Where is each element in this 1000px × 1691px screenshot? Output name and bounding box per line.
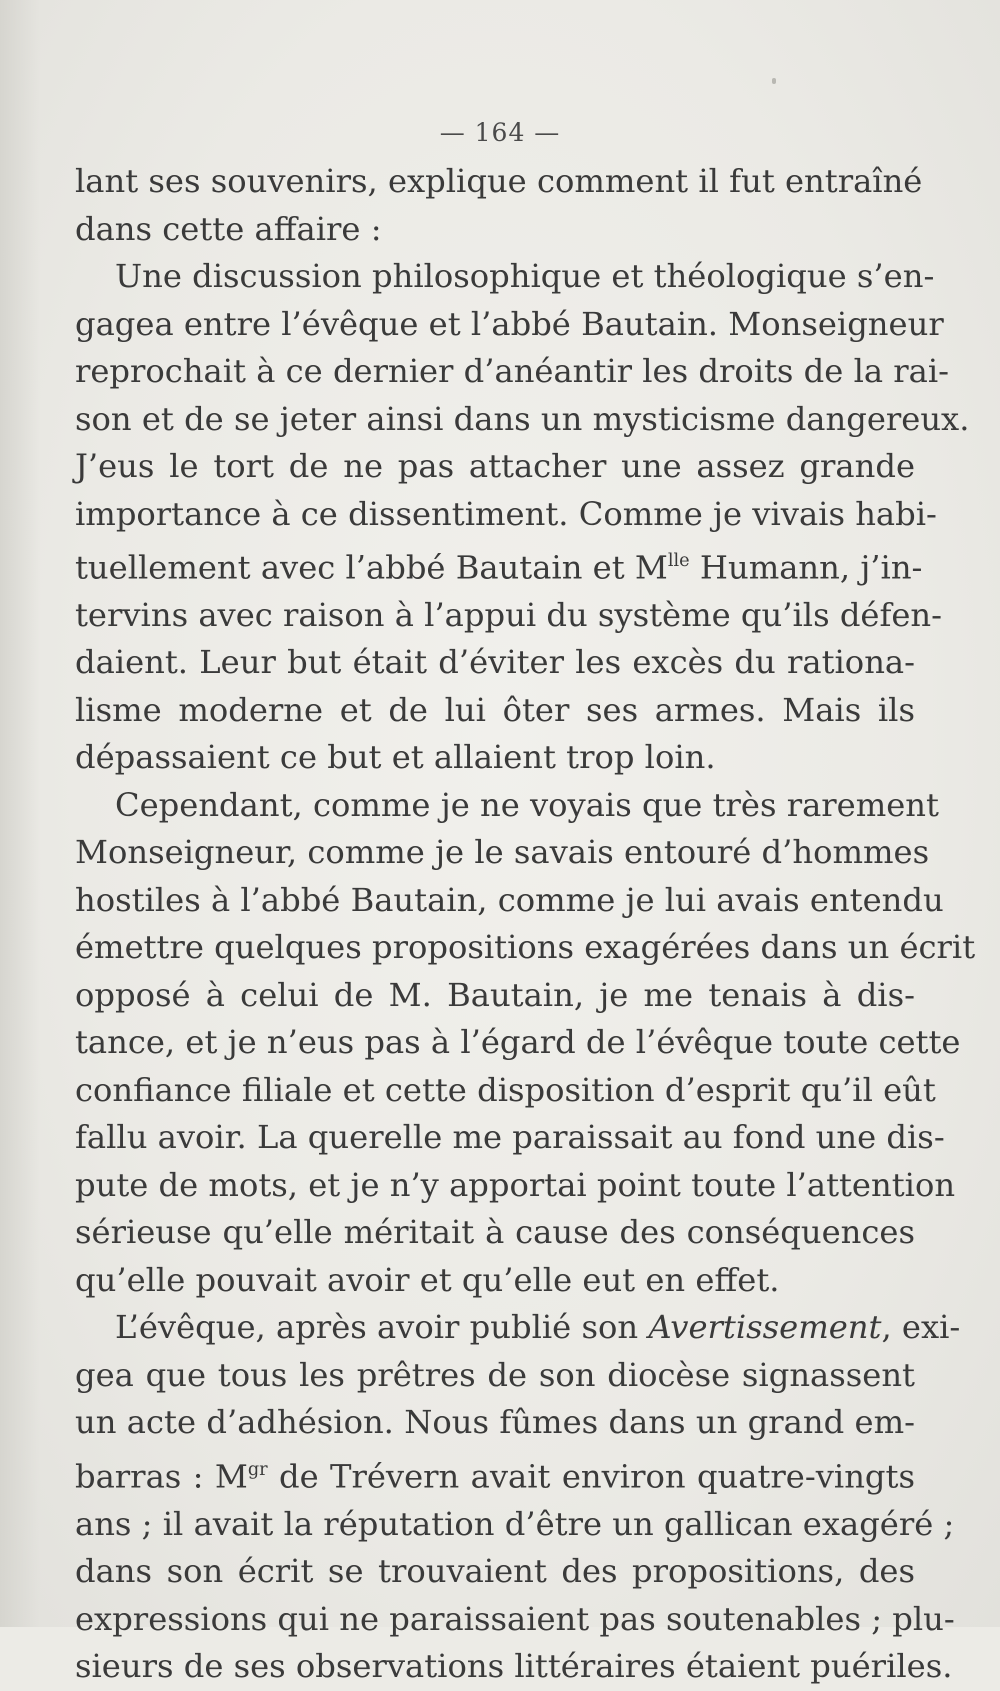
text-line [75, 1399, 915, 1447]
text-line [75, 1019, 961, 1067]
text-line [75, 1596, 955, 1644]
text-line-content: reprochait à ce dernier d’anéantir les droits de la rai- [75, 352, 950, 390]
text-line [75, 443, 915, 491]
text-line [75, 877, 944, 925]
text-line-content: gagea entre l’évêque et l’abbé Bautain. Monseigneur [75, 304, 944, 343]
text-line [75, 829, 930, 877]
text-line-content: émettre quelques propositions exagérées dans un écrit [75, 928, 976, 967]
text-line-content: Monseigneur, comme je le savais entouré d’hommes [75, 833, 930, 872]
text-line-content: lisme moderne et de lui ôter ses armes. Mais ils [75, 690, 915, 729]
text-line [75, 782, 939, 830]
text-line-content: sieurs de ses observations littéraires étaient puériles. [75, 1647, 953, 1686]
text-line [75, 1114, 945, 1162]
text-line-content: barras : M [75, 1457, 248, 1496]
text-line-content: Une discussion philosophique et théologique s’en- [115, 257, 935, 295]
text-line [75, 1548, 915, 1596]
text-line [75, 972, 915, 1020]
text-line [75, 734, 915, 782]
text-line [75, 1162, 956, 1210]
text-line [75, 396, 970, 444]
text-line [75, 924, 976, 972]
text-line-content: dans cette affaire : [75, 209, 382, 248]
italic-title: Avertissement [648, 1308, 882, 1347]
text-line [75, 1643, 953, 1691]
text-line-content: opposé à celui de M. Bautain, je me tenais à dis- [75, 975, 915, 1014]
text-line-content: dans son écrit se trouvaient des propositions, des [75, 1552, 915, 1591]
text-line-content: daient. Leur but était d’éviter les excès du rationa- [75, 643, 915, 682]
text-line-continuation: de Trévern avait environ quatre-vingts [267, 1457, 915, 1496]
body-text [75, 158, 976, 1691]
text-line [75, 1447, 915, 1501]
text-line [75, 348, 950, 396]
text-line-content: expressions qui ne paraissaient pas soutenables ; plu- [75, 1599, 955, 1638]
text-line-content: Cependant, comme je ne voyais que très rarement [115, 785, 939, 824]
text-line-continuation: Humann, j’in- [689, 548, 923, 587]
text-line-content: L’évêque, après avoir publié son [115, 1308, 649, 1347]
superscript-abbreviation: gr [247, 1459, 268, 1480]
text-line-content: hostiles à l’abbé Bautain, comme je lui avais entendu [75, 880, 944, 919]
text-line [75, 639, 915, 687]
text-line-content: qu’elle pouvait avoir et qu’elle eut en effet. [75, 1260, 780, 1299]
paper-speck [772, 78, 776, 84]
superscript-abbreviation: lle [667, 551, 690, 571]
text-line-content: pute de mots, et je n’y apportai point toute l’attention [75, 1165, 956, 1204]
text-line-content: un acte d’adhésion. Nous fûmes dans un grand em- [75, 1403, 915, 1442]
page-gutter-shadow [0, 0, 40, 1627]
text-line-content: sérieuse qu’elle méritait à cause des conséquences [75, 1213, 915, 1252]
text-line [75, 1257, 915, 1305]
text-line-content: fallu avoir. La querelle me paraissait au fond une dis- [75, 1118, 945, 1157]
text-line [75, 301, 944, 349]
text-line [75, 253, 935, 301]
text-line [75, 1352, 915, 1400]
text-line [75, 592, 943, 640]
text-line [75, 1501, 955, 1549]
text-line-content: gea que tous les prêtres de son diocèse signassent [75, 1355, 915, 1394]
text-line [75, 158, 923, 206]
text-line-content: confiance filiale et cette disposition d’esprit qu’il eût [75, 1070, 936, 1109]
text-line-content: dépassaient ce but et allaient trop loin. [75, 738, 716, 777]
text-line-content: son et de se jeter ainsi dans un mysticisme dangereux. [75, 399, 970, 438]
text-line-content: tance, et je n’eus pas à l’égard de l’évêque toute cette [75, 1023, 961, 1062]
text-line-content: importance à ce dissentiment. Comme je vivais habi- [75, 494, 937, 533]
text-line [75, 538, 923, 592]
text-line [75, 1067, 936, 1115]
text-line-content: J’eus le tort de ne pas attacher une assez grande [75, 447, 915, 485]
text-line-continuation: , exi- [881, 1308, 961, 1347]
text-line [75, 687, 915, 735]
text-line-content: tervins avec raison à l’appui du système qu’ils défen- [75, 595, 943, 634]
text-line-content: ans ; il avait la réputation d’être un gallican exagéré ; [75, 1504, 955, 1543]
text-line-content: tuellement avec l’abbé Bautain et M [75, 548, 668, 587]
text-line [75, 1304, 961, 1352]
text-line [75, 1209, 915, 1257]
text-line [75, 206, 915, 254]
text-line [75, 491, 937, 539]
page-number: — 164 — [439, 118, 561, 147]
text-line-content: lant ses souvenirs, explique comment il fut entraîné [75, 162, 923, 200]
